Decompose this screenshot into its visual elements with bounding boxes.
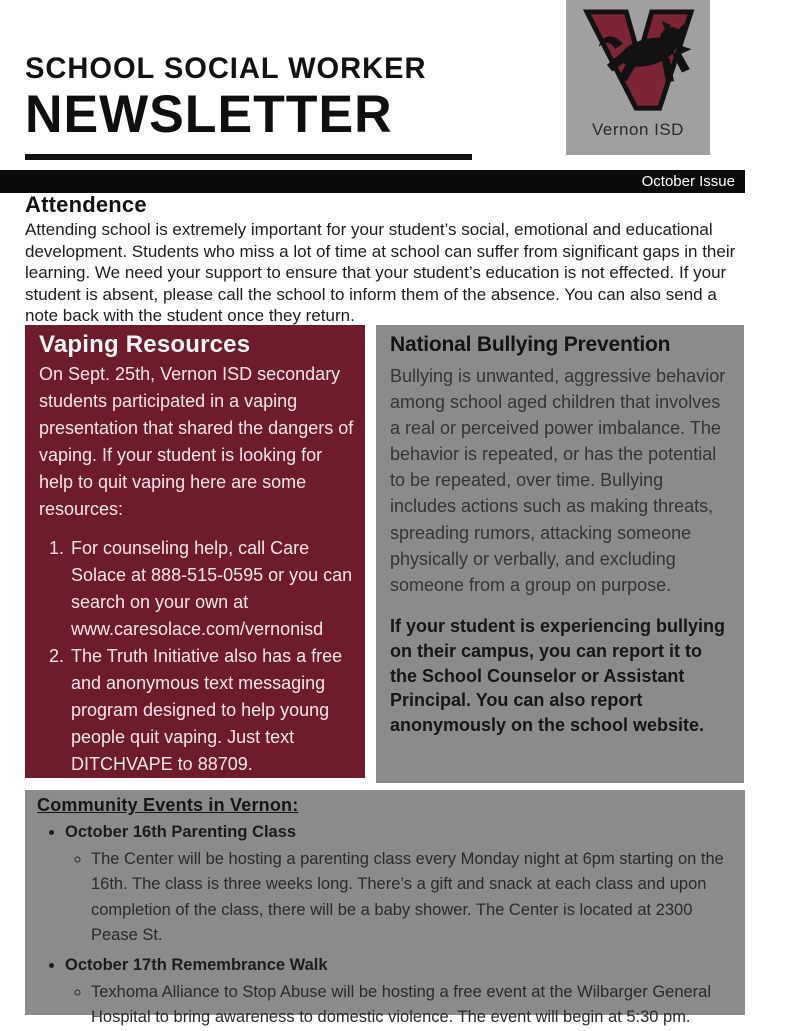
lion-v-logo-icon	[579, 6, 697, 118]
event-details: ◦ The Center will be hosting a parenting class every Monday night at 6pm starting on the 16th. The class is three weeks long. There’s a gift and snack at each class and upon completion of the class, there will be a baby shower. The Center is located at 2300 Pease St.	[91, 847, 731, 949]
community-events-list	[37, 820, 731, 1031]
community-heading: Community Events in Vernon:	[37, 795, 299, 815]
event-title: October 16th Parenting Class	[65, 823, 297, 841]
vaping-intro: On Sept. 25th, Vernon ISD secondary students participated in a vaping presentation that shared the dangers of vaping. If your student is looking for help to quit vaping here are some resources:	[39, 364, 354, 519]
event-title: October 17th Remembrance Walk	[65, 956, 328, 974]
attendance-heading: Attendence	[25, 192, 147, 217]
bullying-prevention-panel	[376, 325, 744, 783]
issue-label: October Issue	[641, 173, 735, 190]
issue-bar	[0, 170, 745, 193]
bullying-body: Bullying is unwanted, aggressive behavior among school aged children that involves a real or perceived power imbalance. The behavior is repeated, or has the potential to be repeated, over time. Bullying includes actions such as making threats, spreading rumors, attacking someone physically or verbally, and excluding someone from a group on purpose.	[390, 366, 726, 595]
vaping-resources-panel	[25, 325, 365, 778]
bullying-heading: National Bullying Prevention	[390, 333, 671, 356]
attendance-body: Attending school is extremely important for your student’s social, emotional and educational development. Students who miss a lot of time at school can suffer from significant gaps in their learning. We need your support to ensure that your student’s education is not effected. If your student is absent, please call the school to inform them of the absence. You can also send a note back with the student once they return.	[25, 220, 736, 326]
newsletter-title	[25, 52, 472, 160]
list-item: 1. For counseling help, call Care Solace at 888-515-0595 or you can search on your own at www.caresolace.com/vernonisd	[69, 535, 355, 643]
vaping-resource-list	[39, 535, 355, 778]
title-underline-rule	[25, 154, 472, 160]
list-item: 2. The Truth Initiative also has a free and anonymous text messaging program designed to help young people quit vaping. Just text DITCHVAPE to 88709.	[69, 643, 355, 778]
community-events-panel	[25, 790, 745, 1027]
event-item	[65, 820, 731, 949]
bullying-report-callout: If your student is experiencing bullying on their campus, you can report it to the School Counselor or Assistant Principal. You can also report anonymously on the school website.	[390, 615, 726, 736]
title-kicker: SCHOOL SOCIAL WORKER	[25, 52, 427, 85]
vaping-heading: Vaping Resources	[39, 331, 251, 358]
attendance-section	[25, 192, 747, 327]
event-details: ◦ Texhoma Alliance to Stop Abuse will be hosting a free event at the Wilbarger General Hospital to bring awareness to domestic violence. The event will begin at 5:30 pm.	[91, 980, 731, 1031]
event-item	[65, 953, 731, 1031]
title-main: NEWSLETTER	[25, 85, 393, 144]
logo-caption: Vernon ISD	[592, 120, 684, 139]
vernon-isd-logo	[566, 0, 710, 155]
